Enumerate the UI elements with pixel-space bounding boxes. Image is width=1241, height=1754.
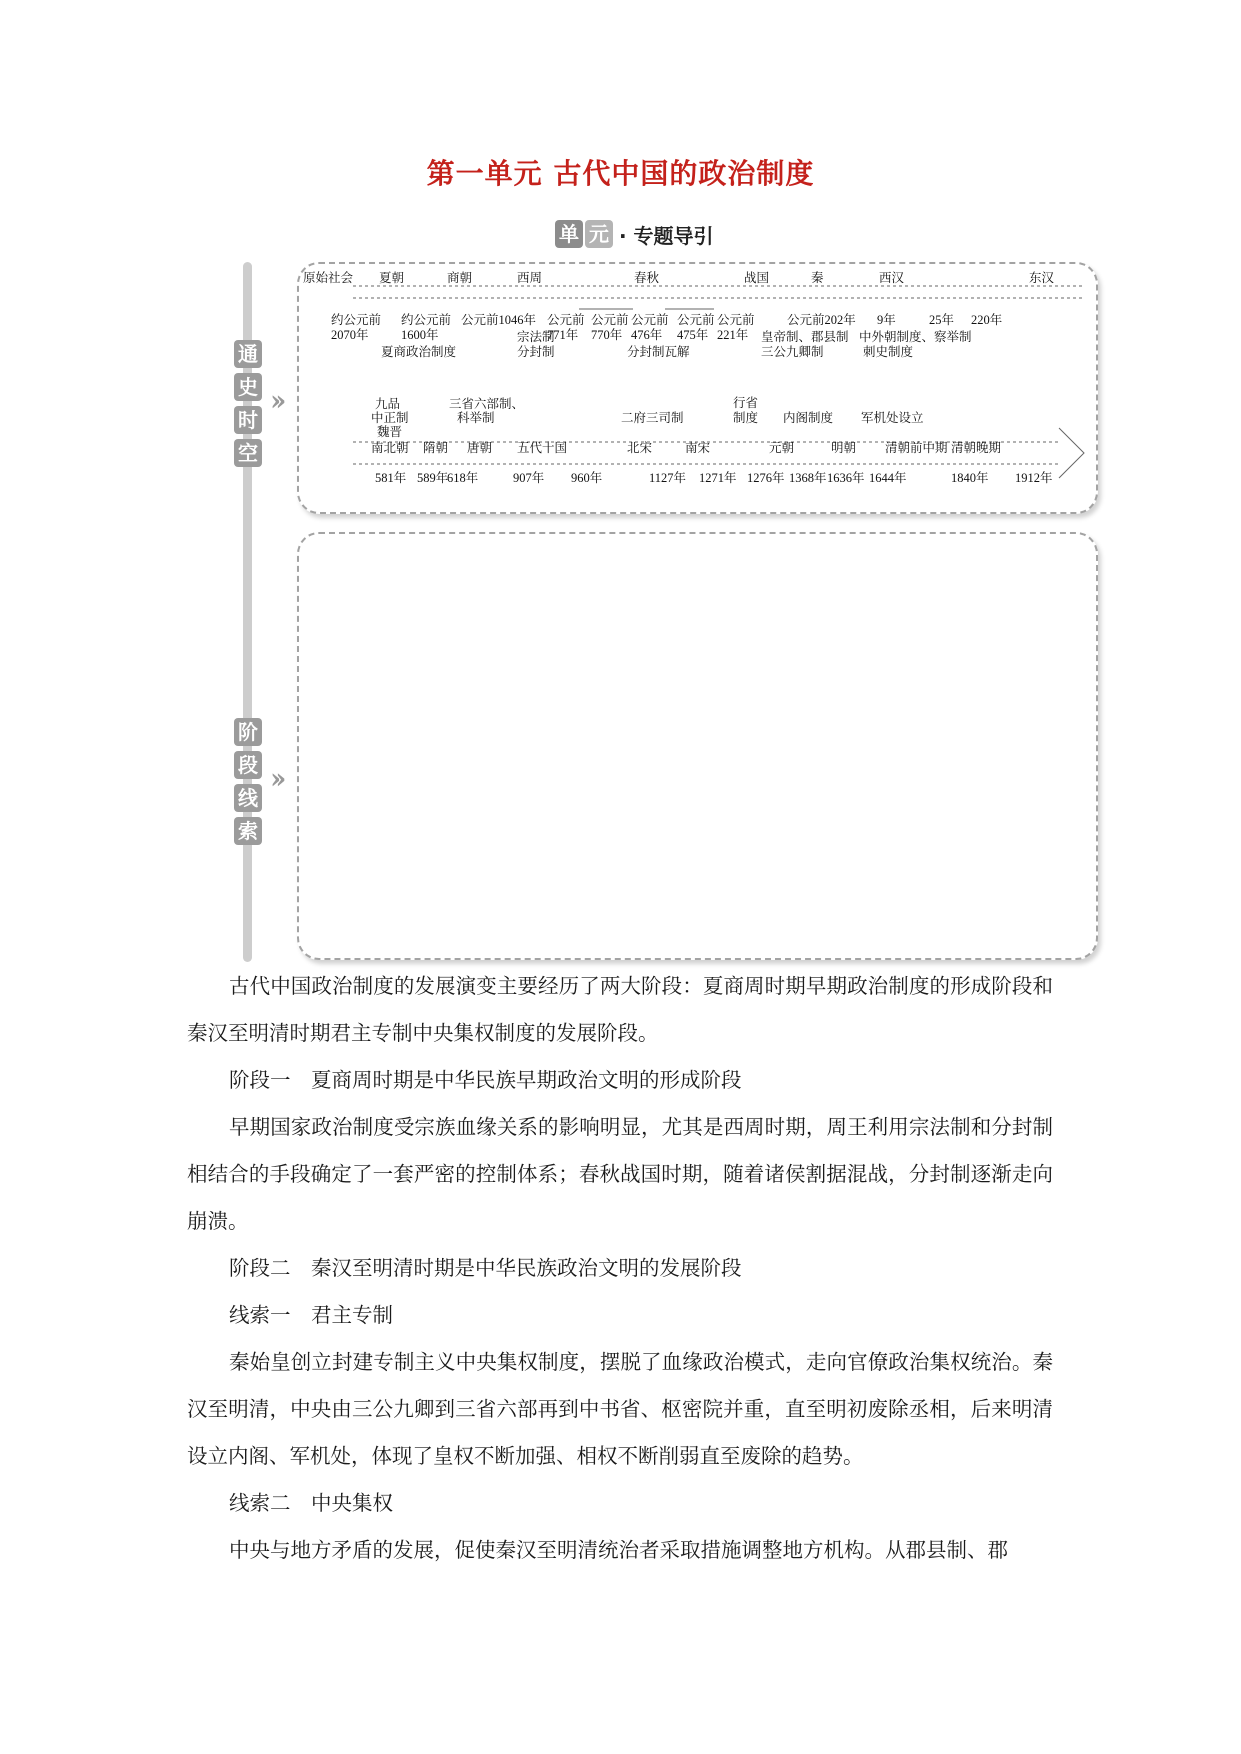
era-label: 北宋 [627, 441, 653, 455]
event-label: 行省 [733, 396, 759, 410]
side-char: 史 [234, 373, 262, 401]
era-label: 明朝 [831, 441, 857, 455]
era-label: 商朝 [447, 271, 473, 285]
year-label: 1636年 [827, 471, 865, 485]
side-char: 索 [234, 817, 262, 845]
era-label: 夏朝 [379, 271, 405, 285]
event-label: 夏商政治制度 [381, 345, 457, 359]
chevron-right-icon: ›› [270, 762, 281, 795]
date-label: 公元前 [717, 313, 755, 327]
era-label: 五代十国 [517, 441, 568, 455]
era-label: 战国 [744, 271, 770, 285]
side-char: 时 [234, 406, 262, 434]
side-label-stages [234, 718, 262, 850]
era-label: 清朝前中期 [885, 441, 948, 455]
year-label: 589年 [417, 471, 449, 485]
date-label: 公元前202年 [787, 313, 856, 327]
date-label: 公元前 [631, 313, 669, 327]
era-label: 魏晋 [377, 425, 403, 439]
paragraph: 阶段一 夏商周时期是中华民族早期政治文明的形成阶段 [229, 1068, 742, 1092]
era-label: 西周 [517, 271, 543, 285]
date-label: 475年 [677, 328, 709, 342]
date-label: 公元前 [677, 313, 715, 327]
side-char: 段 [234, 751, 262, 779]
page-title: 第一单元 古代中国的政治制度 [426, 157, 815, 190]
year-label: 1276年 [747, 471, 785, 485]
paragraph: 阶段二 秦汉至明清时期是中华民族政治文明的发展阶段 [229, 1256, 742, 1280]
side-char: 空 [234, 439, 262, 467]
year-label: 1271年 [699, 471, 737, 485]
event-label: 皇帝制、郡县制 [761, 330, 849, 344]
date-label: 771年 [547, 328, 579, 342]
year-label: 907年 [513, 471, 545, 485]
side-label-timeline [234, 340, 262, 472]
header-badge-1: 单 [555, 220, 583, 248]
timeline-panel [297, 262, 1098, 514]
era-label: 南宋 [685, 441, 711, 455]
era-label: 春秋 [634, 271, 660, 285]
date-label: 1600年 [401, 328, 439, 342]
section-header-text: · 专题导引 [619, 223, 714, 248]
date-label: 9年 [877, 313, 896, 327]
paragraph: 中央与地方矛盾的发展，促使秦汉至明清统治者采取措施调整地方机构。从郡县制、郡 [229, 1538, 1008, 1562]
year-label: 1912年 [1015, 471, 1053, 485]
date-label: 公元前 [591, 313, 629, 327]
event-label: 二府三司制 [621, 411, 684, 425]
year-label: 618年 [447, 471, 479, 485]
year-label: 1644年 [869, 471, 907, 485]
paragraph: 线索一 君主专制 [229, 1303, 393, 1327]
date-label: 公元前 [547, 313, 585, 327]
event-label: 分封制瓦解 [627, 345, 690, 359]
era-label: 西汉 [879, 271, 905, 285]
date-label: 2070年 [331, 328, 369, 342]
date-label: 公元前1046年 [461, 313, 537, 327]
era-label: 东汉 [1029, 271, 1055, 285]
date-label: 约公元前 [401, 313, 452, 327]
year-label: 1840年 [951, 471, 989, 485]
year-label: 960年 [571, 471, 603, 485]
paragraph: 线索二 中央集权 [229, 1491, 393, 1515]
era-label: 秦 [811, 271, 824, 285]
event-label: 宗法制 [517, 330, 555, 344]
side-char: 线 [234, 784, 262, 812]
header-badge-2: 元 [585, 220, 613, 248]
date-label: 476年 [631, 328, 663, 342]
era-label: 元朝 [769, 441, 795, 455]
era-label: 唐朝 [467, 441, 493, 455]
year-label: 1368年 [789, 471, 827, 485]
event-label: 三省六部制、 [449, 397, 525, 411]
chevron-right-icon: ›› [270, 384, 281, 417]
paragraph: 早期国家政治制度受宗族血缘关系的影响明显，尤其是西周时期，周王利用宗法制和分封制相结合的手段确定了一套严密的控制体系；春秋战国时期，随着诸侯割据混战，分封制逐渐走向崩溃。 [187, 1115, 1053, 1233]
date-label: 221年 [717, 328, 749, 342]
year-label: 581年 [375, 471, 407, 485]
era-label: 隋朝 [423, 441, 449, 455]
paragraph: 秦始皇创立封建专制主义中央集权制度，摆脱了血缘政治模式，走向官僚政治集权统治。秦汉至明清，中央由三公九卿到三省六部再到中书省、枢密院并重，直至明初废除丞相，后来明清设立内阁、军机处，体现了皇权不断加强、相权不断削弱直至废除的趋势。 [187, 1350, 1053, 1468]
section-header [555, 218, 714, 250]
event-label: 中正制 [371, 411, 409, 425]
date-label: 约公元前 [331, 313, 382, 327]
date-label: 220年 [971, 313, 1003, 327]
stages-panel [297, 532, 1098, 960]
era-label: 南北朝 [371, 441, 409, 455]
event-label: 刺史制度 [863, 345, 914, 359]
date-label: 770年 [591, 328, 623, 342]
era-label: 原始社会 [303, 271, 354, 285]
timeline-svg [299, 264, 1096, 512]
event-label: 内阁制度 [783, 411, 834, 425]
event-label: 分封制 [517, 345, 555, 359]
paragraph: 古代中国政治制度的发展演变主要经历了两大阶段：夏商周时期早期政治制度的形成阶段和秦汉至明清时期君主专制中央集权制度的发展阶段。 [187, 974, 1053, 1045]
side-char: 通 [234, 340, 262, 368]
date-label: 25年 [929, 313, 955, 327]
event-label: 九品 [375, 397, 401, 411]
event-label: 军机处设立 [861, 411, 924, 425]
event-label: 三公九卿制 [761, 345, 824, 359]
event-label: 制度 [733, 411, 759, 425]
side-char: 阶 [234, 718, 262, 746]
event-label: 科举制 [457, 411, 495, 425]
era-label: 清朝晚期 [951, 441, 1002, 455]
year-label: 1127年 [649, 471, 687, 485]
event-label: 中外朝制度、察举制 [859, 330, 972, 344]
